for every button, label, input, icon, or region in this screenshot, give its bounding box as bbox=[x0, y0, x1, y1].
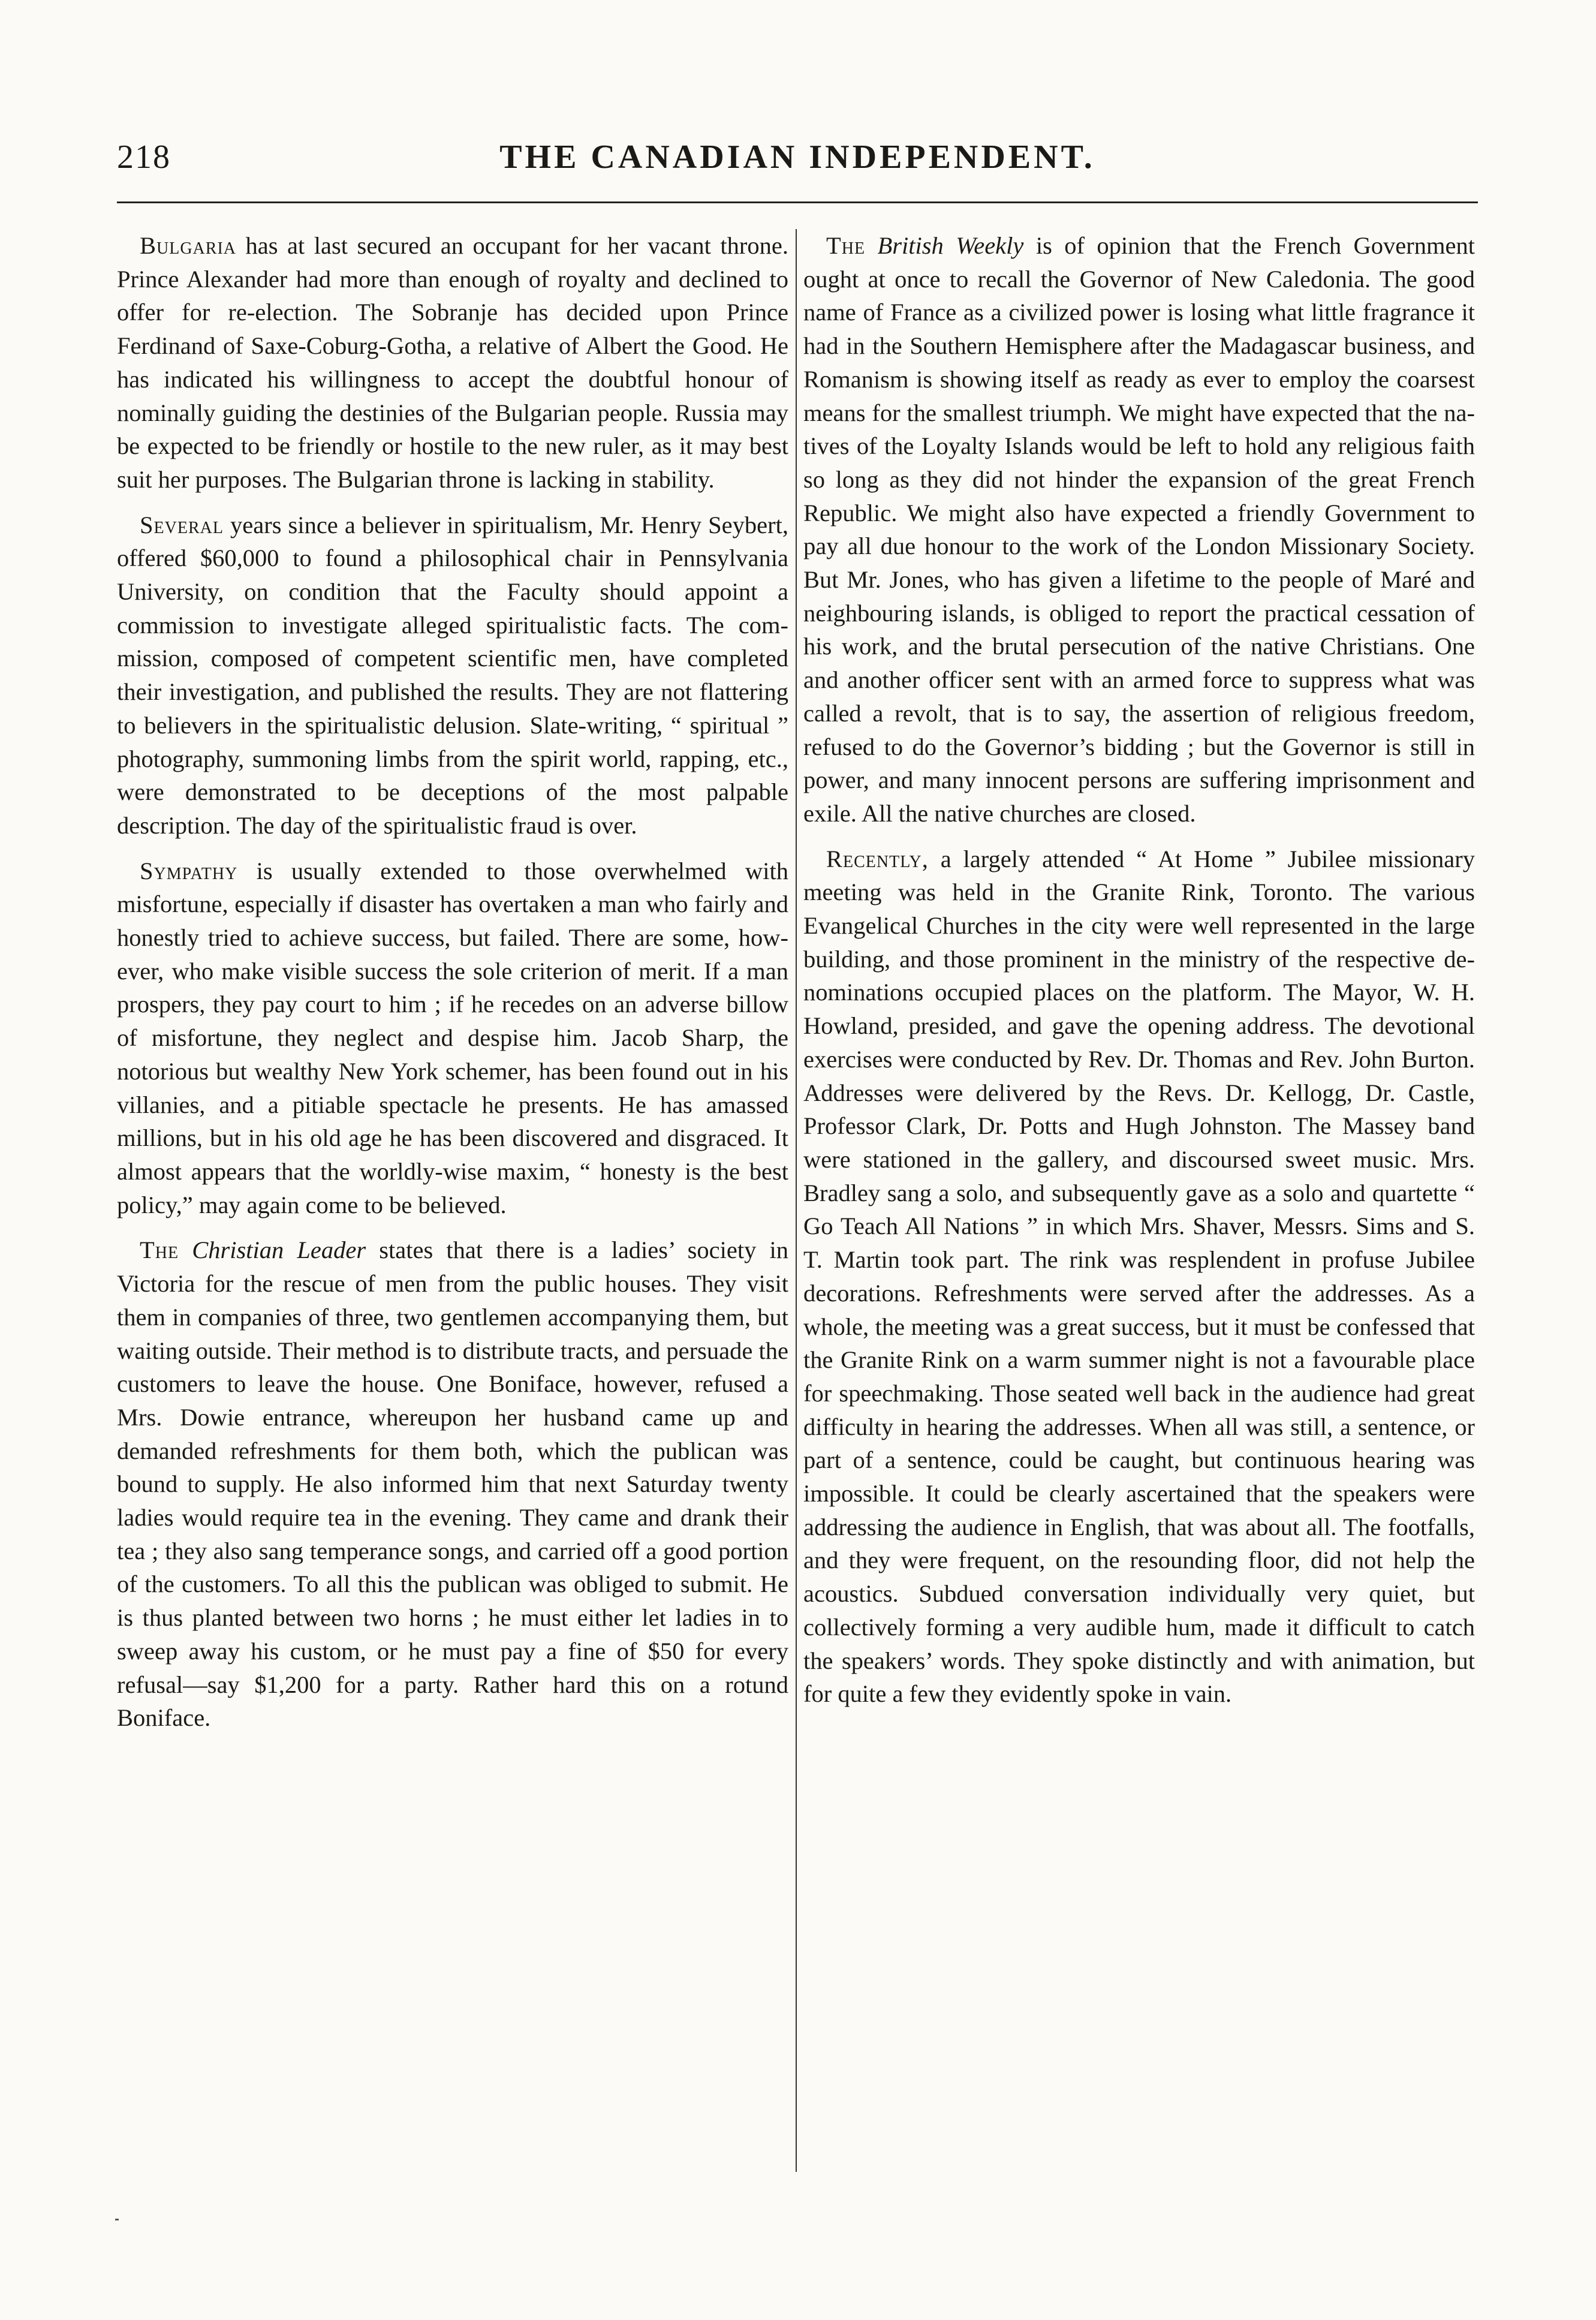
paragraph-christian-leader bbox=[117, 1233, 788, 1735]
paragraph-lead: Several bbox=[140, 511, 224, 538]
right-column bbox=[803, 229, 1475, 1723]
running-header bbox=[117, 138, 1478, 186]
print-mark bbox=[115, 2219, 119, 2220]
paragraph-text: is usually extended to those overwhelmed with misfortune, especially if disaster has overtaken a man who fairly and honestly tried to achieve success, but failed. There are some, however, who make visible success the sole criterion of merit. If a man prospers, they pay court to him ; if he recedes on an adverse billow of misfortune, they neglect and despise him. Jacob Sharp, the notorious but wealthy New York schemer, has been found out in his villanies, and a pitiable spectacle he presents. He has amassed millions, but in his old age he has been discovered and disgraced. It almost appears that the worldly-wise maxim, “ honesty is the best policy,” may again come to be believed. bbox=[117, 857, 788, 1218]
left-column bbox=[117, 229, 788, 1747]
paragraph-lead: The bbox=[826, 232, 866, 259]
paragraph-text: a largely attended “ At Home ” Jubilee missionary meeting was held in the Granite Rink, Toronto. The various Evangelical Churches in the city were well represented in the large building, and those prominent in the ministry of the respective denominations occupied places on the platform. The Mayor, W. H. Howland, presided, and gave the opening address. The devotional exercises were conducted by Rev. Dr. Thomas and Rev. John Burton. Addresses were delivered by the Revs. Dr. Kellogg, Dr. Castle, Professor Clark, Dr. Potts and Hugh Johnston. The Massey band were stationed in the gallery, and discoursed sweet music. Mrs. Bradley sang a solo, and subsequently gave as a solo and quartette “ Go Teach All Nations ” in which Mrs. Shaver, Messrs. Sims and S. T. Martin took part. The rink was resplendent in profuse Jubilee decorations. Refreshments were served after the addresses. As a whole, the meeting was a great success, but it must be confessed that the Granite Rink on a warm summer night is not a favourable place for speechmaking. Those seated well back in the audience had great difficulty in hearing the addresses. When all was still, a sentence, or part of a sentence, could be caught, but continuous hearing was impossible. It could be clearly ascertained that the speakers were addressing the audience in English, that was about all. The footfalls, and they were frequent, on the resounding floor, did not help the acoustics. Subdued conversation individually very quiet, but collectively forming a very audible hum, made it difficult to catch the speakers’ words. They spoke distinctly and with animation, but for quite a few they evidently spoke in vain. bbox=[803, 845, 1475, 1708]
paragraph-lead: The bbox=[140, 1236, 179, 1264]
publication-title: British Weekly bbox=[877, 232, 1024, 259]
column-divider bbox=[796, 229, 797, 2172]
paragraph-text: states that there is a ladies’ society in Victoria for the rescue of men from the public houses. They visit them in companies of three, two gentlemen accompanying them, but waiting outside. Their method is to distribute tracts, and persuade the customers to leave the house. One Boniface, however, refused a Mrs. Dowie entrance, whereupon her husband came up and demanded refreshments for them both, which the publican was bound to supply. He also informed him that next Saturday twenty ladies would require tea in the evening. They came and drank their tea ; they also sang temperance songs, and carried off a good portion of the customers. To all this the publican was obliged to submit. He is thus planted between two horns ; he must either let ladies in to sweep away his custom, or he must pay a fine of $50 for every refusal—say $1,200 for a party. Rather hard this on a rotund Boniface. bbox=[117, 1236, 789, 1732]
page-number: 218 bbox=[117, 139, 171, 176]
journal-title: THE CANADIAN INDEPENDENT. bbox=[499, 139, 1095, 176]
paragraph-spiritualism bbox=[117, 508, 788, 842]
paragraph-sympathy bbox=[117, 854, 788, 1222]
paragraph-lead: Bulgaria bbox=[140, 232, 236, 259]
paragraph-bulgaria bbox=[117, 229, 788, 497]
paragraph-text: is of opinion that the French Government ought at once to recall the Governor of New Caledonia. The good name of France as a civilized power is losing what little fragrance it had in the Southern Hemisphere after the Madagascar business, and Romanism is showing itself as ready as ever to employ the coarsest means for the smallest triumph. We might have expected that the natives of the Loyalty Islands would be left to hold any religious faith so long as they did not hinder the expansion of the great French Republic. We might also have expected a friendly Government to pay all due honour to the work of the London Missionary Society. But Mr. Jones, who has given a lifetime to the people of Maré and neighbouring islands, is obliged to report the practical cessation of his work, and the brutal persecution of the native Christians. One and another officer sent with an armed force to suppress what was called a revolt, that is to say, the assertion of religious freedom, refused to do the Governor’s bidding ; but the Governor is still in power, and many innocent persons are suffering imprisonment and exile. All the native churches are closed. bbox=[803, 232, 1475, 827]
paragraph-british-weekly bbox=[803, 229, 1475, 830]
header-rule bbox=[117, 201, 1478, 203]
paragraph-jubilee-meeting bbox=[803, 842, 1475, 1711]
paragraph-text: has at last secured an occupant for her vacant throne. Prince Alexander had more than enough of royalty and declined to offer for re-election. The Sobranje has decided upon Prince Ferdinand of Saxe-Coburg-Gotha, a relative of Albert the Good. He has indicated his willingness to accept the doubtful honour of nominally guiding the destinies of the Bulgarian people. Russia may be expected to be friendly or hostile to the new ruler, as it may best suit her purposes. The Bulgarian throne is lacking in stability. bbox=[117, 232, 788, 493]
paragraph-lead: Sympathy bbox=[140, 857, 238, 884]
paragraph-lead: Recently, bbox=[826, 845, 929, 872]
paragraph-text: years since a believer in spiritualism, Mr. Henry Seybert, offered $60,000 to found a philosophical chair in Pennsylvania University, on condition that the Faculty should appoint a commission to investigate alleged spiritualistic facts. The commission, composed of competent scientific men, have completed their investigation, and published the results. They are not flattering to believers in the spiritualistic delusion. Slate-writing, “ spiritual ” photography, summoning limbs from the spirit world, rapping, etc., were demonstrated to be deceptions of the most palpable description. The day of the spiritualistic fraud is over. bbox=[117, 511, 788, 839]
publication-title: Christian Leader bbox=[192, 1236, 366, 1264]
